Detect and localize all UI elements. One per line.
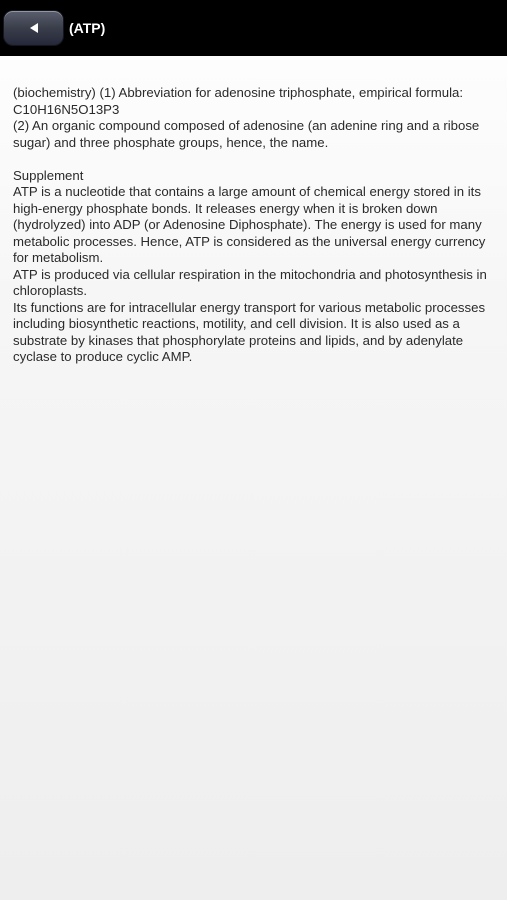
supplement-paragraph-1: ATP is a nucleotide that contains a large amount of chemical energy stored in its high-energy phosphate bonds. It releases energy when it is broken down (hydrolyzed) into ADP (or Adenosine Diphosphate). The energy is used for many metabolic processes. Hence, ATP is considered as the universal energy currency for metabolism. [13, 184, 486, 265]
top-bar [0, 0, 507, 56]
page-title: (ATP) [69, 20, 106, 36]
supplement-heading: Supplement [13, 167, 84, 183]
entry-content [13, 85, 495, 366]
definition-line-2: (2) An organic compound composed of adenosine (an adenine ring and a ribose sugar) and three phosphate groups, hence, the name. [13, 118, 480, 150]
supplement-paragraph-3: Its functions are for intracellular energy transport for various metabolic processes including biosynthetic reactions, motility, and cell division. It is also used as a substrate by kinases that phosphorylate proteins and lipids, and by adenylate cyclase to produce cyclic AMP. [13, 299, 486, 364]
definition-line-1: (biochemistry) (1) Abbreviation for adenosine triphosphate, empirical formula: C10H16N5O13P3 [13, 85, 464, 117]
section-spacer [13, 151, 495, 168]
back-button[interactable] [4, 11, 63, 45]
back-arrow-icon [30, 23, 38, 33]
supplement-paragraph-2: ATP is produced via cellular respiration in the mitochondria and photosynthesis in chloroplasts. [13, 266, 487, 298]
